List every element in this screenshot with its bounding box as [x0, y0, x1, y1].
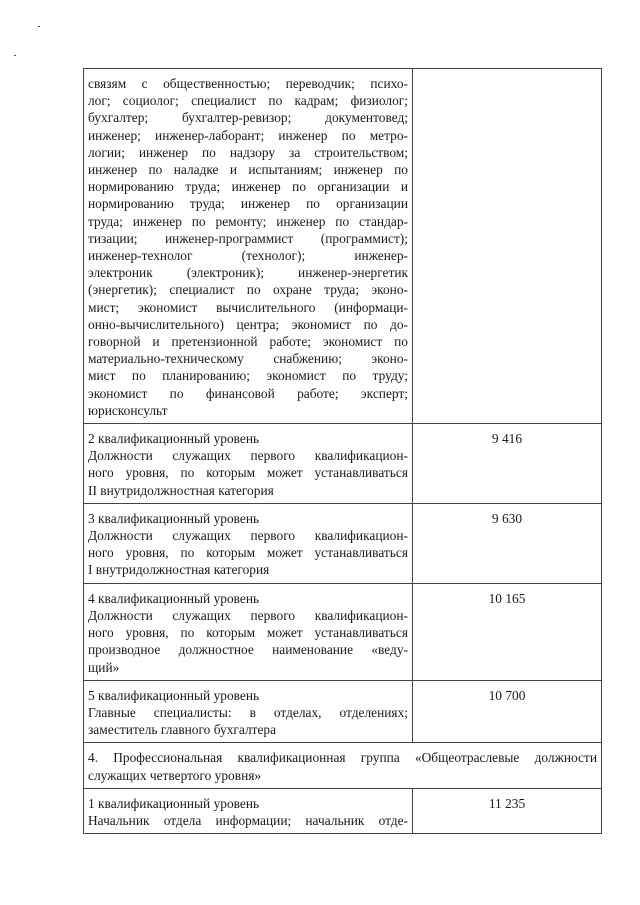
position-description-cell [84, 503, 413, 583]
text-line: юрисконсульт [88, 402, 168, 418]
table-row [84, 424, 602, 504]
text-line: щий» [88, 659, 120, 675]
qualification-level-heading: 2 квалификационный уровень [88, 431, 260, 447]
text-line: мист по планированию; экономист по труду; [88, 368, 408, 384]
qualification-level-heading: 3 квалификационный уровень [88, 510, 260, 526]
salary-value-cell: 10 165 [413, 583, 602, 680]
salary-value-cell: 9 630 [413, 503, 602, 583]
text-line: производное должностное наименование «веду- [88, 642, 408, 658]
table-row [84, 583, 602, 680]
salary-value-cell [413, 69, 602, 424]
scan-speck [38, 26, 40, 27]
text-line: Должности служащих первого квалификацион- [88, 448, 408, 464]
text-line: инженер по наладке и испытаниям; инженер по [88, 162, 408, 178]
text-line: труда; инженер по ремонту; инженер по стандар- [88, 213, 408, 229]
text-line: нормированию труда; инженер по организации и [88, 179, 408, 195]
text-line: ного уровня, по которым может устанавливаться [88, 625, 408, 641]
position-description-cell [84, 680, 413, 743]
text-line: 4. Профессиональная квалификационная группа «Общеотраслевые должности служащих четвертого уровня» [88, 750, 597, 783]
qualification-level-heading: 4 квалификационный уровень [88, 590, 260, 606]
qualification-level-heading: 1 квалификационный уровень [88, 795, 260, 811]
text-line: заместитель главного бухгалтера [88, 722, 277, 738]
position-description-cell [84, 69, 413, 424]
table-row [84, 680, 602, 743]
text-line: ного уровня, по которым может устанавливаться [88, 545, 408, 561]
group-title-cell [84, 743, 602, 788]
position-description-cell [84, 424, 413, 504]
text-line: экономист по финансовой работе; эксперт; [88, 385, 408, 401]
table-row [84, 503, 602, 583]
text-line: тизации; инженер-программист (программист); [88, 230, 408, 246]
salary-table [83, 68, 602, 834]
salary-value-cell: 11 235 [413, 788, 602, 833]
text-line: Должности служащих первого квалификацион- [88, 607, 408, 623]
text-line: инженер; инженер-лаборант; инженер по метро- [88, 127, 408, 143]
scan-speck [14, 55, 16, 56]
text-line: нормированию труда; инженер по организации [88, 196, 408, 212]
text-line: Должности служащих первого квалификацион- [88, 528, 408, 544]
position-description-cell [84, 583, 413, 680]
text-line: мист; экономист вычислительного (информаци- [88, 299, 408, 315]
text-line: лог; социолог; специалист по кадрам; физиолог; [88, 93, 408, 109]
table-row [84, 788, 602, 833]
text-line: II внутридолжностная категория [88, 482, 274, 498]
text-line: Начальник отдела информации; начальник отде- [88, 812, 408, 828]
text-line: инженер-технолог (технолог); инженер- [88, 248, 408, 264]
table-row [84, 69, 602, 424]
text-line: связям с общественностью; переводчик; психо- [88, 76, 408, 91]
text-line: материально-техническому снабжению; эконо- [88, 351, 408, 367]
salary-value-cell: 9 416 [413, 424, 602, 504]
qualification-level-heading: 5 квалификационный уровень [88, 687, 260, 703]
section-header-row [84, 743, 602, 788]
text-line: электроник (электроник); инженер-энергетик [88, 265, 408, 281]
text-line: бухгалтер; бухгалтер-ревизор; документовед; [88, 110, 408, 126]
position-description-cell [84, 788, 413, 833]
text-line: I внутридолжностная категория [88, 562, 270, 578]
text-line: говорной и претензионной работе; экономист по [88, 334, 408, 350]
text-line: Главные специалисты: в отделах, отделениях; [88, 704, 408, 720]
text-line: логии; инженер по надзору за строительством; [88, 144, 408, 160]
text-line: онно-вычислительного) центра; экономист по до- [88, 316, 408, 332]
salary-value-cell: 10 700 [413, 680, 602, 743]
text-line: (энергетик); специалист по охране труда; эконо- [88, 282, 408, 298]
text-line: ного уровня, по которым может устанавливаться [88, 465, 408, 481]
